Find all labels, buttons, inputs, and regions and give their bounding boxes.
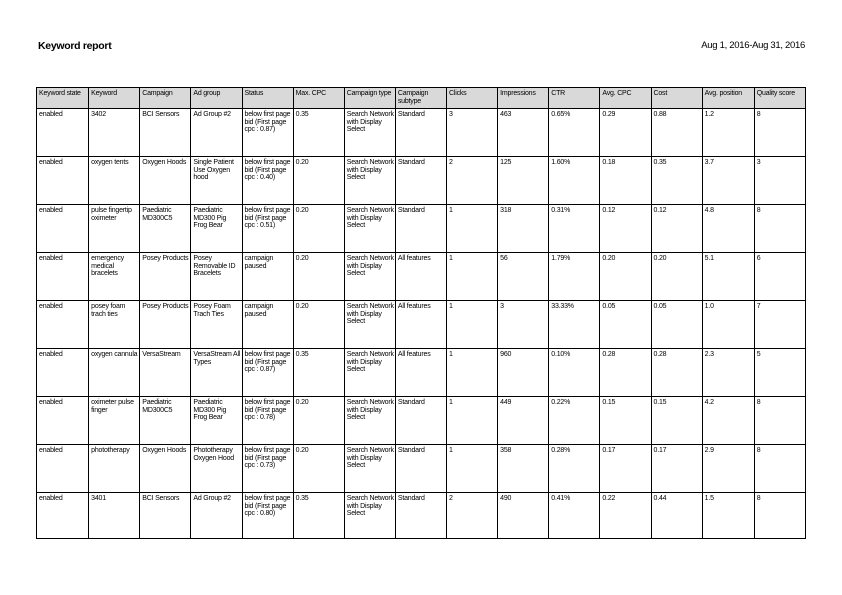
table-cell: 0.17 — [600, 445, 651, 493]
table-cell: BCI Sensors — [140, 493, 191, 539]
column-header: Campaign subtype — [395, 88, 446, 109]
table-cell: oximeter pulse finger — [89, 397, 140, 445]
table-cell: 0.20 — [293, 205, 344, 253]
table-cell: 1.79% — [549, 253, 600, 301]
column-header: Campaign type — [344, 88, 395, 109]
table-cell: 0.35 — [651, 157, 702, 205]
table-cell: Paediatric MD300 Pig Frog Bear — [191, 205, 242, 253]
table-cell: 6 — [754, 253, 805, 301]
table-cell: phototherapy — [89, 445, 140, 493]
table-cell: 490 — [498, 493, 549, 539]
column-header: Status — [242, 88, 293, 109]
table-cell: Paediatric MD300 Pig Frog Bear — [191, 397, 242, 445]
table-cell: below first page bid (First page cpc : 0.87) — [242, 349, 293, 397]
table-cell: 3 — [498, 301, 549, 349]
table-cell: enabled — [37, 349, 89, 397]
table-cell: 56 — [498, 253, 549, 301]
table-cell: 2 — [447, 157, 498, 205]
table-cell: 0.35 — [293, 109, 344, 157]
table-cell: VersaStream — [140, 349, 191, 397]
table-cell: 0.65% — [549, 109, 600, 157]
column-header: CTR — [549, 88, 600, 109]
table-cell: Search Network with Display Select — [344, 109, 395, 157]
table-cell: 1 — [447, 445, 498, 493]
column-header: Keyword — [89, 88, 140, 109]
table-cell: 0.28% — [549, 445, 600, 493]
table-cell: All features — [395, 301, 446, 349]
table-cell: 1 — [447, 349, 498, 397]
table-cell: 0.31% — [549, 205, 600, 253]
table-cell: 0.29 — [600, 109, 651, 157]
column-header: Avg. CPC — [600, 88, 651, 109]
table-cell: 0.15 — [651, 397, 702, 445]
table-cell: 0.05 — [600, 301, 651, 349]
table-cell: 5.1 — [702, 253, 754, 301]
table-cell: 5 — [754, 349, 805, 397]
table-cell: 1.0 — [702, 301, 754, 349]
table-row — [37, 253, 806, 301]
table-cell: BCI Sensors — [140, 109, 191, 157]
table-cell: below first page bid (First page cpc : 0.87) — [242, 109, 293, 157]
table-cell: enabled — [37, 157, 89, 205]
table-cell: VersaStream All Types — [191, 349, 242, 397]
table-cell: 1.2 — [702, 109, 754, 157]
table-cell: enabled — [37, 445, 89, 493]
column-header: Cost — [651, 88, 702, 109]
table-cell: Standard — [395, 493, 446, 539]
table-cell: 0.35 — [293, 349, 344, 397]
table-cell: 3 — [447, 109, 498, 157]
column-header: Max. CPC — [293, 88, 344, 109]
table-cell: 463 — [498, 109, 549, 157]
table-cell: Standard — [395, 445, 446, 493]
table-row — [37, 493, 806, 539]
table-cell: enabled — [37, 109, 89, 157]
table-cell: below first page bid (First page cpc : 0.73) — [242, 445, 293, 493]
table-cell: Search Network with Display Select — [344, 445, 395, 493]
table-cell: 2.3 — [702, 349, 754, 397]
table-row — [37, 301, 806, 349]
table-row — [37, 349, 806, 397]
table-cell: below first page bid (First page cpc : 0.78) — [242, 397, 293, 445]
table-cell: 8 — [754, 397, 805, 445]
table-cell: 0.35 — [293, 493, 344, 539]
table-cell: campaign paused — [242, 301, 293, 349]
report-title: Keyword report — [38, 40, 112, 52]
table-cell: 1 — [447, 253, 498, 301]
table-cell: 4.8 — [702, 205, 754, 253]
table-cell: 0.88 — [651, 109, 702, 157]
table-cell: 960 — [498, 349, 549, 397]
table-cell: 0.44 — [651, 493, 702, 539]
table-header-row — [37, 88, 806, 109]
table-cell: Paediatric MD300C5 — [140, 205, 191, 253]
table-cell: 8 — [754, 109, 805, 157]
table-cell: enabled — [37, 205, 89, 253]
table-cell: below first page bid (First page cpc : 0.40) — [242, 157, 293, 205]
table-cell: Posey Products — [140, 301, 191, 349]
table-cell: 3402 — [89, 109, 140, 157]
column-header: Impressions — [498, 88, 549, 109]
table-cell: 0.22% — [549, 397, 600, 445]
table-row — [37, 109, 806, 157]
table-cell: 0.22 — [600, 493, 651, 539]
table-cell: enabled — [37, 493, 89, 539]
table-cell: 2.9 — [702, 445, 754, 493]
column-header: Clicks — [447, 88, 498, 109]
table-cell: 33.33% — [549, 301, 600, 349]
table-cell: 0.10% — [549, 349, 600, 397]
table-cell: 0.17 — [651, 445, 702, 493]
table-cell: 0.20 — [293, 397, 344, 445]
table-cell: Search Network with Display Select — [344, 349, 395, 397]
table-cell: Ad Group #2 — [191, 109, 242, 157]
table-cell: 318 — [498, 205, 549, 253]
table-cell: All features — [395, 253, 446, 301]
table-cell: 1 — [447, 205, 498, 253]
table-cell: 0.12 — [600, 205, 651, 253]
table-cell: All features — [395, 349, 446, 397]
table-cell: Phototherapy Oxygen Hood — [191, 445, 242, 493]
table-cell: Search Network with Display Select — [344, 493, 395, 539]
table-cell: 0.41% — [549, 493, 600, 539]
table-row — [37, 445, 806, 493]
table-cell: 7 — [754, 301, 805, 349]
table-cell: Standard — [395, 157, 446, 205]
table-cell: 0.20 — [293, 301, 344, 349]
table-cell: Posey Products — [140, 253, 191, 301]
column-header: Quality score — [754, 88, 805, 109]
table-cell: Ad Group #2 — [191, 493, 242, 539]
table-cell: pulse fingertip oximeter — [89, 205, 140, 253]
table-cell: enabled — [37, 397, 89, 445]
table-cell: Posey Removable ID Bracelets — [191, 253, 242, 301]
table-cell: Paediatric MD300C5 — [140, 397, 191, 445]
table-cell: Posey Foam Trach Ties — [191, 301, 242, 349]
table-cell: 0.20 — [293, 253, 344, 301]
column-header: Keyword state — [37, 88, 89, 109]
table-cell: 0.18 — [600, 157, 651, 205]
table-cell: Standard — [395, 205, 446, 253]
table-cell: 8 — [754, 445, 805, 493]
table-cell: Search Network with Display Select — [344, 397, 395, 445]
table-cell: 1.5 — [702, 493, 754, 539]
table-row — [37, 397, 806, 445]
table-cell: 125 — [498, 157, 549, 205]
table-cell: 3 — [754, 157, 805, 205]
table-cell: Oxygen Hoods — [140, 445, 191, 493]
table-cell: 358 — [498, 445, 549, 493]
table-cell: 0.15 — [600, 397, 651, 445]
table-cell: 1 — [447, 397, 498, 445]
table-cell: 0.05 — [651, 301, 702, 349]
table-cell: 0.28 — [651, 349, 702, 397]
table-cell: oxygen cannula — [89, 349, 140, 397]
table-cell: below first page bid (First page cpc : 0.80) — [242, 493, 293, 539]
table-cell: 0.20 — [293, 157, 344, 205]
table-body — [37, 109, 806, 539]
table-row — [37, 157, 806, 205]
table-cell: 0.12 — [651, 205, 702, 253]
table-cell: 2 — [447, 493, 498, 539]
table-cell: oxygen tents — [89, 157, 140, 205]
column-header: Campaign — [140, 88, 191, 109]
table-cell: Standard — [395, 397, 446, 445]
table-cell: Single Patient Use Oxygen hood — [191, 157, 242, 205]
table-cell: 0.20 — [600, 253, 651, 301]
table-cell: 0.20 — [651, 253, 702, 301]
table-cell: Standard — [395, 109, 446, 157]
table-row — [37, 205, 806, 253]
table-cell: campaign paused — [242, 253, 293, 301]
table-cell: 8 — [754, 205, 805, 253]
table-cell: 4.2 — [702, 397, 754, 445]
keyword-table — [36, 87, 806, 539]
table-cell: 8 — [754, 493, 805, 539]
table-cell: Search Network with Display Select — [344, 205, 395, 253]
table-cell: below first page bid (First page cpc : 0.51) — [242, 205, 293, 253]
column-header: Avg. position — [702, 88, 754, 109]
table-cell: 3401 — [89, 493, 140, 539]
table-cell: posey foam trach ties — [89, 301, 140, 349]
table-cell: enabled — [37, 301, 89, 349]
table-cell: Search Network with Display Select — [344, 301, 395, 349]
column-header: Ad group — [191, 88, 242, 109]
table-cell: 1 — [447, 301, 498, 349]
date-range: Aug 1, 2016-Aug 31, 2016 — [701, 40, 805, 51]
table-cell: 449 — [498, 397, 549, 445]
table-cell: emergency medical bracelets — [89, 253, 140, 301]
table-cell: Oxygen Hoods — [140, 157, 191, 205]
table-cell: enabled — [37, 253, 89, 301]
table-cell: Search Network with Display Select — [344, 157, 395, 205]
table-cell: 3.7 — [702, 157, 754, 205]
table-cell: 0.28 — [600, 349, 651, 397]
table-cell: 0.20 — [293, 445, 344, 493]
table-cell: Search Network with Display Select — [344, 253, 395, 301]
table-cell: 1.60% — [549, 157, 600, 205]
